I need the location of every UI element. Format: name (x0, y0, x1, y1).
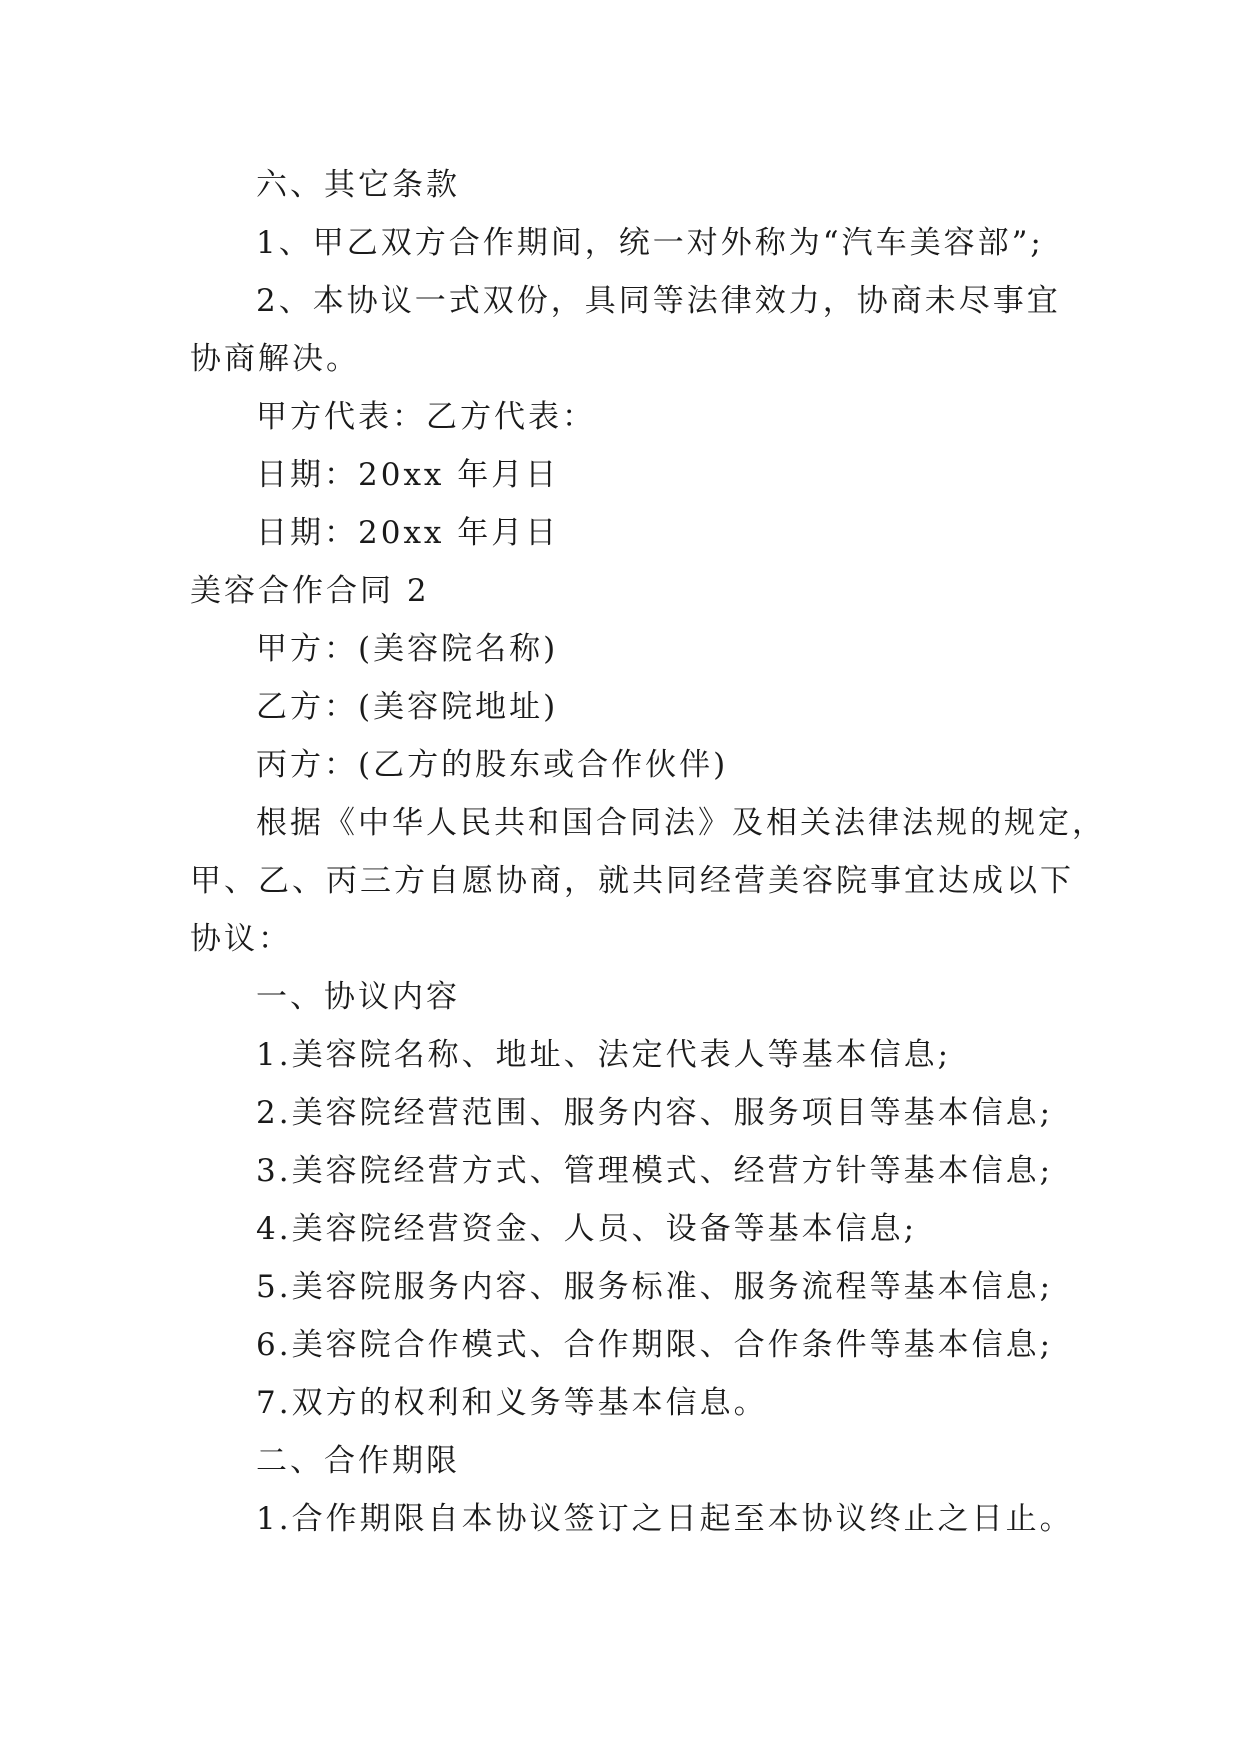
list-item: 4.美容院经营资金、人员、设备等基本信息; (256, 1211, 918, 1247)
list-item: 5.美容院服务内容、服务标准、服务流程等基本信息; (256, 1269, 1054, 1305)
section-heading: 二、合作期限 (256, 1443, 460, 1479)
list-item: 1.合作期限自本协议签订之日起至本协议终止之日止。 (256, 1501, 1074, 1537)
date-line: 日期：20xx 年月日 (256, 457, 560, 493)
clause-continuation: 协商解决。 (190, 341, 360, 377)
contract-title: 美容合作合同 2 (190, 573, 430, 609)
party-line: 丙方：(乙方的股东或合作伙伴) (256, 747, 729, 783)
party-line: 甲方：(美容院名称) (256, 631, 559, 667)
preamble-line: 根据《中华人民共和国合同法》及相关法律法规的规定， (256, 805, 1106, 841)
signature-line: 甲方代表：乙方代表： (256, 399, 596, 435)
date-line: 日期：20xx 年月日 (256, 515, 560, 551)
list-item: 2.美容院经营范围、服务内容、服务项目等基本信息; (256, 1095, 1054, 1131)
section-heading: 六、其它条款 (256, 167, 460, 203)
party-line: 乙方：(美容院地址) (256, 689, 559, 725)
list-item: 6.美容院合作模式、合作期限、合作条件等基本信息; (256, 1327, 1054, 1363)
list-item: 1.美容院名称、地址、法定代表人等基本信息; (256, 1037, 952, 1073)
list-item: 3.美容院经营方式、管理模式、经营方针等基本信息; (256, 1153, 1054, 1189)
clause-item: 1、甲乙双方合作期间，统一对外称为“汽车美容部”; (256, 225, 1044, 261)
section-heading: 一、协议内容 (256, 979, 460, 1015)
clause-item: 2、本协议一式双份，具同等法律效力，协商未尽事宜 (256, 283, 1061, 319)
list-item: 7.双方的权利和义务等基本信息。 (256, 1385, 768, 1421)
preamble-line: 协议： (190, 921, 292, 957)
preamble-line: 甲、乙、丙三方自愿协商，就共同经营美容院事宜达成以下 (190, 863, 1074, 899)
